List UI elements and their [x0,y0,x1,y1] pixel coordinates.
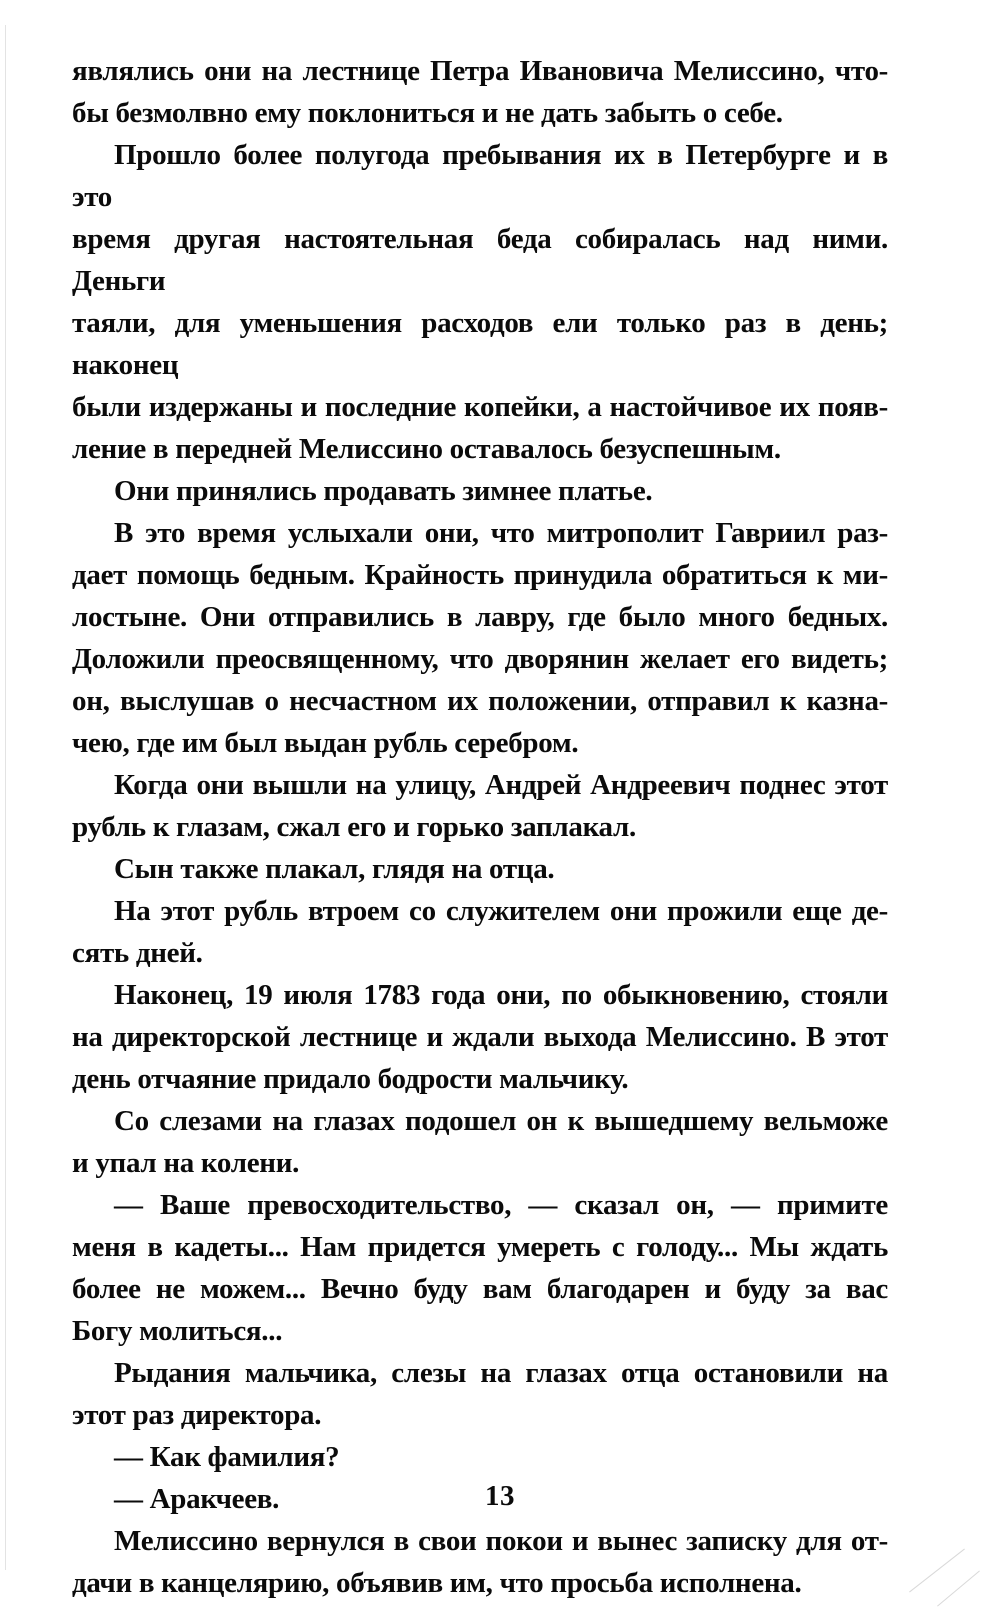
text-line: Наконец, 19 июля 1783 года они, по обыкновению, стояли [114,979,888,1011]
text-line: день отчаяние придало бодрости мальчику. [72,1063,629,1095]
text-line: были издержаны и последние копейки, а настойчивое их появ- [72,391,888,423]
text-line: Со слезами на глазах подошел он к вышедшему вельможе [114,1105,888,1137]
paragraph [72,470,888,512]
page-number: 13 [485,1480,515,1512]
paragraph [72,50,888,134]
text-line: меня в кадеты... Нам придется умереть с голоду... Мы ждать [72,1231,888,1263]
text-line: Богу молиться... [72,1315,283,1347]
paragraph [72,1352,888,1436]
paragraph [72,1184,888,1352]
text-line: дает помощь бедным. Крайность принудила обратиться к ми- [72,559,888,591]
text-line: В это время услыхали они, что митрополит Гавриил раз- [114,517,888,549]
paragraph [72,1436,888,1478]
text-line: он, выслушав о несчастном их положении, отправил к казна- [72,685,888,717]
text-line: время другая настоятельная беда собиралась над ними. Деньги [72,223,888,297]
paragraph [72,890,888,974]
text-line: дачи в канцелярию, объявив им, что просьба исполнена. [72,1567,802,1599]
paragraph [72,764,888,848]
scan-edge-artifact [5,25,6,1570]
text-line: рубль к глазам, сжал его и горько заплакал. [72,811,636,843]
text-line: являлись они на лестнице Петра Ивановича Мелиссино, что- [72,55,888,87]
text-line: Прошло более полугода пребывания их в Петербурге и в это [72,139,888,213]
text-line: ление в передней Мелиссино оставалось безуспешным. [72,433,781,465]
text-line: сять дней. [72,937,203,969]
text-line: Сын также плакал, глядя на отца. [114,853,555,885]
scan-corner-artifact [909,1549,965,1593]
text-line: — Ваше превосходительство, — сказал он, — примите [114,1189,888,1221]
text-line: Когда они вышли на улицу, Андрей Андреевич поднес этот [114,769,888,801]
paragraph [72,1100,888,1184]
text-line: бы безмолвно ему поклониться и не дать забыть о себе. [72,97,783,129]
text-line: На этот рубль втроем со служителем они прожили еще де- [114,895,888,927]
text-line: таяли, для уменьшения расходов ели только раз в день; наконец [72,307,888,381]
text-line: на директорской лестнице и ждали выхода Мелиссино. В этот [72,1021,888,1053]
text-line: Доложили преосвященному, что дворянин желает его видеть; [72,643,888,675]
text-line: Мелиссино вернулся в свои покои и вынес записку для от- [114,1525,888,1557]
paragraph [72,512,888,764]
text-line: — Как фамилия? [114,1441,340,1473]
paragraph [72,848,888,890]
paragraph [72,974,888,1100]
text-line: и упал на колени. [72,1147,300,1179]
text-line: лостыне. Они отправились в лавру, где было много бедных. [72,601,888,633]
text-line: — Аракчеев. [114,1483,280,1515]
paragraph [72,1520,888,1604]
text-line: Они принялись продавать зимнее платье. [114,475,653,507]
text-line: этот раз директора. [72,1399,322,1431]
text-line: более не можем... Вечно буду вам благодарен и буду за вас [72,1273,888,1305]
paragraph [72,134,888,470]
text-block [72,50,888,1604]
text-line: чею, где им был выдан рубль серебром. [72,727,579,759]
scan-corner-artifact [937,1570,980,1606]
text-line: Рыдания мальчика, слезы на глазах отца остановили на [114,1357,888,1389]
